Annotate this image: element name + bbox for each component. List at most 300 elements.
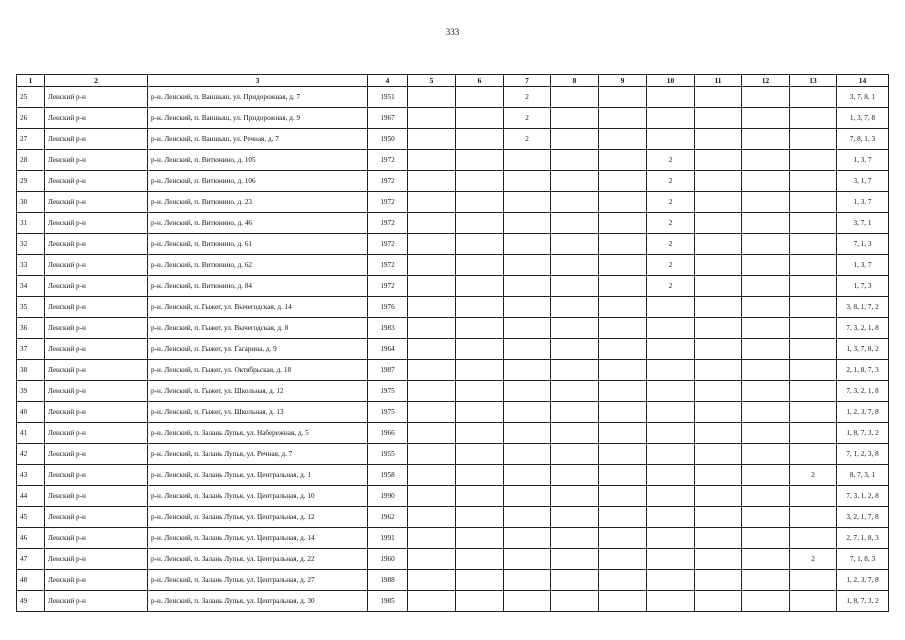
table-cell-col-11 (695, 171, 742, 192)
table-cell-col-13 (790, 150, 837, 171)
table-row (17, 360, 889, 381)
table-cell-col-8 (551, 129, 599, 150)
data-table (16, 74, 889, 612)
table-cell-col-13 (790, 108, 837, 129)
table-cell-col-10 (647, 486, 695, 507)
table-cell-col-9 (599, 129, 647, 150)
table-cell-col-3: р-н. Ленский, п. Залань Лупья, ул. Центральная, д. 14 (148, 528, 368, 549)
table-cell-col-3: р-н. Ленский, п. Залань Лупья, ул. Центральная, д. 12 (148, 507, 368, 528)
table-cell-col-1: 45 (17, 507, 45, 528)
table-cell-col-7 (504, 507, 551, 528)
table-cell-col-11 (695, 297, 742, 318)
table-cell-col-12 (742, 129, 790, 150)
table-cell-col-12 (742, 297, 790, 318)
table-cell-col-12 (742, 276, 790, 297)
table-cell-col-12 (742, 507, 790, 528)
table-cell-col-1: 39 (17, 381, 45, 402)
table-cell-col-10 (647, 507, 695, 528)
table-cell-col-6 (456, 486, 504, 507)
table-cell-col-13 (790, 486, 837, 507)
table-cell-col-2: Ленский р-н (45, 423, 148, 444)
table-cell-col-5 (408, 423, 456, 444)
table-cell-col-14: 8, 7, 3, 1 (837, 465, 889, 486)
table-cell-col-12 (742, 549, 790, 570)
table-cell-col-8 (551, 234, 599, 255)
table-cell-col-13: 2 (790, 549, 837, 570)
table-cell-col-6 (456, 297, 504, 318)
table-cell-col-11 (695, 402, 742, 423)
table-cell-col-1: 38 (17, 360, 45, 381)
table-cell-col-12 (742, 486, 790, 507)
table-cell-col-9 (599, 234, 647, 255)
table-cell-col-6 (456, 528, 504, 549)
table-cell-col-10 (647, 570, 695, 591)
table-cell-col-14: 7, 3, 2, 1, 8 (837, 381, 889, 402)
table-cell-col-14: 1, 7, 3 (837, 276, 889, 297)
table-row (17, 297, 889, 318)
table-cell-col-8 (551, 591, 599, 612)
table-cell-col-2: Ленский р-н (45, 255, 148, 276)
table-cell-col-9 (599, 276, 647, 297)
table-row (17, 150, 889, 171)
table-cell-col-7 (504, 192, 551, 213)
table-cell-col-12 (742, 171, 790, 192)
table-cell-col-5 (408, 171, 456, 192)
table-cell-col-6 (456, 570, 504, 591)
table-cell-col-6 (456, 444, 504, 465)
table-cell-col-13 (790, 129, 837, 150)
table-cell-col-7: 2 (504, 129, 551, 150)
table-cell-col-6 (456, 549, 504, 570)
table-cell-col-1: 25 (17, 87, 45, 108)
column-header-12: 12 (742, 75, 790, 87)
table-cell-col-8 (551, 381, 599, 402)
table-cell-col-1: 26 (17, 108, 45, 129)
table-cell-col-1: 32 (17, 234, 45, 255)
table-cell-col-9 (599, 150, 647, 171)
table-cell-col-11 (695, 528, 742, 549)
column-header-5: 5 (408, 75, 456, 87)
table-cell-col-5 (408, 381, 456, 402)
column-header-11: 11 (695, 75, 742, 87)
table-row (17, 570, 889, 591)
table-cell-col-5 (408, 87, 456, 108)
table-cell-col-5 (408, 549, 456, 570)
table-cell-col-13 (790, 171, 837, 192)
table-cell-col-5 (408, 465, 456, 486)
table-cell-col-12 (742, 423, 790, 444)
table-cell-col-5 (408, 360, 456, 381)
table-cell-col-1: 46 (17, 528, 45, 549)
table-cell-col-6 (456, 234, 504, 255)
table-cell-col-5 (408, 591, 456, 612)
table-row (17, 213, 889, 234)
table-cell-col-10 (647, 444, 695, 465)
table-cell-col-5 (408, 528, 456, 549)
table-cell-col-2: Ленский р-н (45, 570, 148, 591)
table-cell-col-11 (695, 507, 742, 528)
table-cell-col-8 (551, 339, 599, 360)
table-cell-col-8 (551, 171, 599, 192)
table-cell-col-3: р-н. Ленский, п. Гыжег, ул. Гагарина, д. 9 (148, 339, 368, 360)
table-row (17, 276, 889, 297)
table-cell-col-8 (551, 486, 599, 507)
table-cell-col-2: Ленский р-н (45, 339, 148, 360)
table-cell-col-14: 3, 8, 1, 7, 2 (837, 297, 889, 318)
table-row (17, 549, 889, 570)
table-cell-col-9 (599, 339, 647, 360)
table-cell-col-3: р-н. Ленский, п. Гыжег, ул. Октябрьская, д. 18 (148, 360, 368, 381)
table-cell-col-4: 1967 (368, 108, 408, 129)
table-cell-col-11 (695, 591, 742, 612)
table-cell-col-2: Ленский р-н (45, 192, 148, 213)
table-cell-col-2: Ленский р-н (45, 402, 148, 423)
table-cell-col-10 (647, 528, 695, 549)
table-cell-col-3: р-н. Ленский, п. Витюнино, д. 46 (148, 213, 368, 234)
table-cell-col-14: 3, 7, 1 (837, 213, 889, 234)
table-cell-col-6 (456, 402, 504, 423)
table-cell-col-8 (551, 465, 599, 486)
table-cell-col-2: Ленский р-н (45, 87, 148, 108)
table-cell-col-13 (790, 213, 837, 234)
table-row (17, 381, 889, 402)
table-cell-col-2: Ленский р-н (45, 507, 148, 528)
table-cell-col-3: р-н. Ленский, п. Залань Лупья, ул. Речная, д. 7 (148, 444, 368, 465)
table-cell-col-4: 1972 (368, 255, 408, 276)
table-cell-col-5 (408, 444, 456, 465)
table-cell-col-2: Ленский р-н (45, 591, 148, 612)
table-cell-col-9 (599, 465, 647, 486)
table-cell-col-9 (599, 423, 647, 444)
column-header-1: 1 (17, 75, 45, 87)
table-row (17, 234, 889, 255)
table-cell-col-9 (599, 591, 647, 612)
table-cell-col-10: 2 (647, 192, 695, 213)
table-cell-col-5 (408, 339, 456, 360)
table-row (17, 108, 889, 129)
table-cell-col-7 (504, 486, 551, 507)
table-cell-col-1: 40 (17, 402, 45, 423)
table-cell-col-3: р-н. Ленский, п. Залань Лупья, ул. Центральная, д. 10 (148, 486, 368, 507)
table-cell-col-11 (695, 276, 742, 297)
table-cell-col-1: 43 (17, 465, 45, 486)
table-cell-col-9 (599, 549, 647, 570)
table-cell-col-4: 1991 (368, 528, 408, 549)
table-cell-col-14: 3, 2, 1, 7, 8 (837, 507, 889, 528)
table-cell-col-4: 1962 (368, 507, 408, 528)
table-cell-col-10 (647, 87, 695, 108)
table-row (17, 171, 889, 192)
table-cell-col-8 (551, 87, 599, 108)
table-cell-col-10 (647, 129, 695, 150)
column-header-14: 14 (837, 75, 889, 87)
table-cell-col-12 (742, 381, 790, 402)
table-cell-col-8 (551, 213, 599, 234)
table-cell-col-11 (695, 381, 742, 402)
table-cell-col-12 (742, 108, 790, 129)
table-cell-col-5 (408, 108, 456, 129)
table-cell-col-3: р-н. Ленский, п. Гыжег, ул. Вычегодская, д. 14 (148, 297, 368, 318)
table-cell-col-3: р-н. Ленский, п. Залань Лупья, ул. Центральная, д. 22 (148, 549, 368, 570)
table-cell-col-11 (695, 87, 742, 108)
table-cell-col-13 (790, 234, 837, 255)
table-cell-col-11 (695, 486, 742, 507)
table-cell-col-4: 1958 (368, 465, 408, 486)
table-cell-col-2: Ленский р-н (45, 276, 148, 297)
table-cell-col-7 (504, 150, 551, 171)
table-cell-col-9 (599, 318, 647, 339)
table-cell-col-6 (456, 318, 504, 339)
table-cell-col-1: 30 (17, 192, 45, 213)
table-cell-col-4: 1950 (368, 129, 408, 150)
table-cell-col-2: Ленский р-н (45, 528, 148, 549)
table-cell-col-9 (599, 402, 647, 423)
table-cell-col-7 (504, 213, 551, 234)
table-cell-col-10: 2 (647, 150, 695, 171)
table-cell-col-5 (408, 213, 456, 234)
table-cell-col-10: 2 (647, 276, 695, 297)
table-cell-col-13 (790, 339, 837, 360)
table-cell-col-7: 2 (504, 108, 551, 129)
table-cell-col-5 (408, 234, 456, 255)
table-cell-col-10: 2 (647, 213, 695, 234)
table-cell-col-3: р-н. Ленский, п. Залань Лупья, ул. Набережная, д. 5 (148, 423, 368, 444)
table-cell-col-9 (599, 528, 647, 549)
table-cell-col-8 (551, 549, 599, 570)
column-header-3: 3 (148, 75, 368, 87)
table-cell-col-5 (408, 129, 456, 150)
table-cell-col-2: Ленский р-н (45, 444, 148, 465)
column-header-8: 8 (551, 75, 599, 87)
table-cell-col-9 (599, 255, 647, 276)
table-cell-col-14: 7, 1, 3 (837, 234, 889, 255)
table-cell-col-11 (695, 570, 742, 591)
table-cell-col-11 (695, 129, 742, 150)
table-cell-col-9 (599, 507, 647, 528)
table-cell-col-6 (456, 150, 504, 171)
table-cell-col-6 (456, 129, 504, 150)
table-cell-col-9 (599, 192, 647, 213)
table-cell-col-13 (790, 570, 837, 591)
table-cell-col-7 (504, 570, 551, 591)
table-cell-col-1: 36 (17, 318, 45, 339)
table-cell-col-1: 27 (17, 129, 45, 150)
table-cell-col-14: 7, 1, 8, 3 (837, 549, 889, 570)
table-cell-col-6 (456, 108, 504, 129)
table-cell-col-7 (504, 549, 551, 570)
table-cell-col-8 (551, 150, 599, 171)
table-cell-col-11 (695, 465, 742, 486)
table-cell-col-7 (504, 444, 551, 465)
table-cell-col-8 (551, 423, 599, 444)
table-row (17, 507, 889, 528)
table-cell-col-7 (504, 591, 551, 612)
table-cell-col-3: р-н. Ленский, п. Витюнино, д. 23 (148, 192, 368, 213)
table-cell-col-10 (647, 549, 695, 570)
table-cell-col-1: 41 (17, 423, 45, 444)
table-cell-col-7 (504, 381, 551, 402)
table-cell-col-1: 33 (17, 255, 45, 276)
table-cell-col-6 (456, 213, 504, 234)
table-cell-col-11 (695, 234, 742, 255)
table-cell-col-3: р-н. Ленский, п. Залань Лупья, ул. Центральная, д. 27 (148, 570, 368, 591)
table-cell-col-12 (742, 570, 790, 591)
table-cell-col-11 (695, 318, 742, 339)
table-cell-col-10: 2 (647, 255, 695, 276)
table-cell-col-14: 7, 3, 1, 2, 8 (837, 486, 889, 507)
table-cell-col-5 (408, 192, 456, 213)
table-cell-col-14: 1, 3, 7, 8, 2 (837, 339, 889, 360)
table-cell-col-12 (742, 234, 790, 255)
table-cell-col-14: 1, 3, 7 (837, 255, 889, 276)
table-cell-col-3: р-н. Ленский, п. Ваншыш, ул. Придорожная, д. 7 (148, 87, 368, 108)
table-cell-col-12 (742, 444, 790, 465)
table-cell-col-9 (599, 108, 647, 129)
column-header-2: 2 (45, 75, 148, 87)
table-row (17, 423, 889, 444)
table-cell-col-14: 2, 1, 8, 7, 3 (837, 360, 889, 381)
table-cell-col-7 (504, 234, 551, 255)
table-cell-col-3: р-н. Ленский, п. Витюнино, д. 84 (148, 276, 368, 297)
table-cell-col-14: 7, 1, 2, 3, 8 (837, 444, 889, 465)
table-cell-col-1: 47 (17, 549, 45, 570)
table-cell-col-11 (695, 423, 742, 444)
table-row (17, 486, 889, 507)
table-cell-col-8 (551, 192, 599, 213)
table-cell-col-10 (647, 297, 695, 318)
table-cell-col-1: 35 (17, 297, 45, 318)
table-cell-col-9 (599, 87, 647, 108)
table-cell-col-5 (408, 570, 456, 591)
table-cell-col-14: 1, 8, 7, 3, 2 (837, 423, 889, 444)
table-cell-col-12 (742, 591, 790, 612)
table-cell-col-7 (504, 255, 551, 276)
table-cell-col-4: 1988 (368, 570, 408, 591)
table-cell-col-6 (456, 339, 504, 360)
table-cell-col-7 (504, 465, 551, 486)
table-row (17, 402, 889, 423)
table-cell-col-2: Ленский р-н (45, 234, 148, 255)
table-cell-col-6 (456, 423, 504, 444)
table-cell-col-7 (504, 171, 551, 192)
table-cell-col-2: Ленский р-н (45, 360, 148, 381)
table-cell-col-8 (551, 570, 599, 591)
table-cell-col-1: 48 (17, 570, 45, 591)
table-cell-col-4: 1972 (368, 150, 408, 171)
table-cell-col-8 (551, 528, 599, 549)
table-cell-col-4: 1975 (368, 402, 408, 423)
table-cell-col-13 (790, 276, 837, 297)
table-cell-col-7 (504, 360, 551, 381)
table-cell-col-9 (599, 570, 647, 591)
table-cell-col-5 (408, 402, 456, 423)
table-cell-col-12 (742, 87, 790, 108)
table-cell-col-2: Ленский р-н (45, 297, 148, 318)
table-cell-col-4: 1966 (368, 423, 408, 444)
column-header-4: 4 (368, 75, 408, 87)
table-cell-col-2: Ленский р-н (45, 129, 148, 150)
table-cell-col-2: Ленский р-н (45, 150, 148, 171)
table-cell-col-4: 1955 (368, 444, 408, 465)
table-cell-col-4: 1975 (368, 381, 408, 402)
table-cell-col-11 (695, 549, 742, 570)
table-cell-col-11 (695, 108, 742, 129)
table-cell-col-4: 1972 (368, 192, 408, 213)
table-cell-col-12 (742, 465, 790, 486)
table-cell-col-12 (742, 402, 790, 423)
table-cell-col-10 (647, 360, 695, 381)
table-cell-col-13 (790, 507, 837, 528)
table-cell-col-7 (504, 276, 551, 297)
table-cell-col-4: 1990 (368, 486, 408, 507)
table-cell-col-4: 1972 (368, 234, 408, 255)
column-header-9: 9 (599, 75, 647, 87)
table-cell-col-8 (551, 297, 599, 318)
table-cell-col-7 (504, 297, 551, 318)
table-cell-col-10 (647, 591, 695, 612)
table-cell-col-11 (695, 444, 742, 465)
table-cell-col-12 (742, 192, 790, 213)
table-cell-col-6 (456, 255, 504, 276)
column-header-10: 10 (647, 75, 695, 87)
table-cell-col-9 (599, 486, 647, 507)
table-cell-col-13 (790, 297, 837, 318)
table-cell-col-2: Ленский р-н (45, 213, 148, 234)
table-cell-col-3: р-н. Ленский, п. Ваншыш, ул. Придорожная, д. 9 (148, 108, 368, 129)
table-cell-col-2: Ленский р-н (45, 486, 148, 507)
table-cell-col-4: 1976 (368, 297, 408, 318)
table-row (17, 255, 889, 276)
table-cell-col-14: 7, 8, 1, 3 (837, 129, 889, 150)
table-cell-col-8 (551, 255, 599, 276)
table-cell-col-4: 1985 (368, 591, 408, 612)
table-cell-col-10 (647, 339, 695, 360)
table-cell-col-11 (695, 150, 742, 171)
table-cell-col-14: 1, 8, 7, 3, 2 (837, 591, 889, 612)
table-cell-col-13 (790, 528, 837, 549)
table-cell-col-3: р-н. Ленский, п. Витюнино, д. 61 (148, 234, 368, 255)
table-cell-col-4: 1972 (368, 213, 408, 234)
table-cell-col-9 (599, 381, 647, 402)
table-cell-col-13: 2 (790, 465, 837, 486)
table-row (17, 339, 889, 360)
table-cell-col-6 (456, 381, 504, 402)
table-cell-col-5 (408, 150, 456, 171)
table-cell-col-2: Ленский р-н (45, 108, 148, 129)
table-cell-col-7: 2 (504, 87, 551, 108)
table-cell-col-3: р-н. Ленский, п. Витюнино, д. 62 (148, 255, 368, 276)
table-cell-col-11 (695, 255, 742, 276)
table-cell-col-9 (599, 213, 647, 234)
table-cell-col-4: 1964 (368, 339, 408, 360)
table-row (17, 192, 889, 213)
table-cell-col-6 (456, 465, 504, 486)
table-cell-col-8 (551, 402, 599, 423)
table-cell-col-7 (504, 339, 551, 360)
table-cell-col-12 (742, 150, 790, 171)
table-cell-col-5 (408, 255, 456, 276)
table-cell-col-11 (695, 213, 742, 234)
table-cell-col-10: 2 (647, 234, 695, 255)
page-number: 333 (445, 27, 460, 37)
table-cell-col-1: 28 (17, 150, 45, 171)
table-cell-col-14: 3, 7, 8, 1 (837, 87, 889, 108)
table-cell-col-14: 7, 3, 2, 1, 8 (837, 318, 889, 339)
table-cell-col-10: 2 (647, 171, 695, 192)
table-cell-col-13 (790, 423, 837, 444)
table-cell-col-6 (456, 276, 504, 297)
table-cell-col-2: Ленский р-н (45, 381, 148, 402)
